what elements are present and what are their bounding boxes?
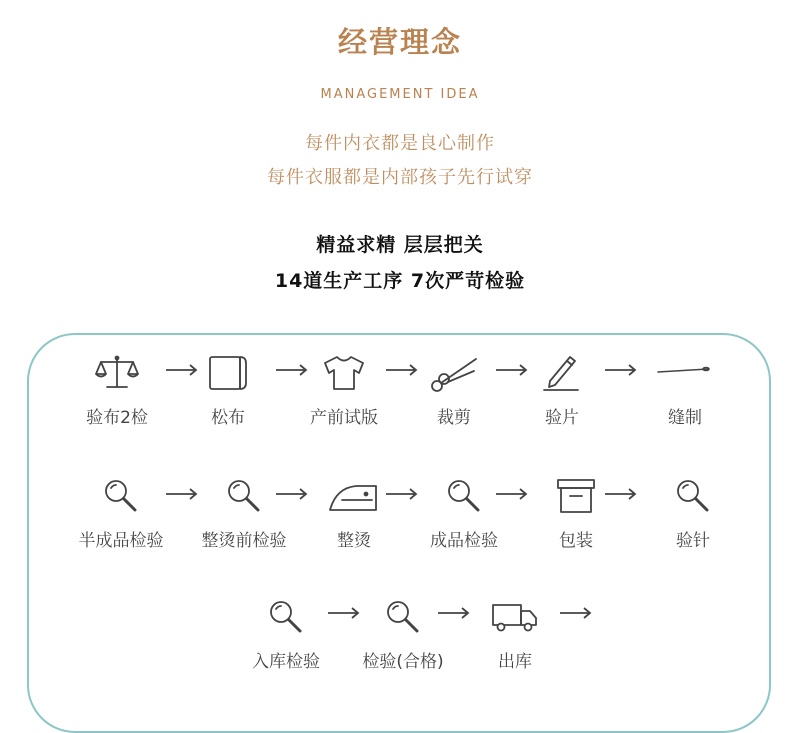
arrow-right-icon — [603, 363, 639, 377]
step-label: 检验(合格) — [362, 652, 444, 672]
step-label: 整烫 — [337, 531, 371, 551]
arrow-right-icon — [436, 606, 472, 620]
needle-icon — [656, 353, 714, 393]
arrow-right-icon — [164, 487, 200, 501]
arrow-right-icon — [384, 363, 420, 377]
fabric-roll-icon — [204, 353, 252, 393]
arrow-right-icon — [274, 487, 310, 501]
slogan-line-2: 每件衣服都是内部孩子先行试穿 — [267, 167, 533, 188]
arrow-right-icon — [558, 606, 594, 620]
arrow-right-icon — [274, 363, 310, 377]
step-label: 验针 — [676, 531, 710, 551]
magnifier-icon — [444, 476, 484, 516]
arrow-right-icon — [326, 606, 362, 620]
headline-line-2: 14道生产工序 7次严苛检验 — [274, 270, 526, 292]
arrow-right-icon — [603, 487, 639, 501]
page-title: 经营理念 — [337, 25, 462, 59]
box-icon — [554, 476, 598, 516]
step-label: 整烫前检验 — [201, 531, 287, 551]
slogan-line-1: 每件内衣都是良心制作 — [305, 133, 495, 154]
page-subtitle: MANAGEMENT IDEA — [320, 87, 480, 102]
step-label: 松布 — [211, 408, 245, 428]
step-label: 裁剪 — [437, 408, 471, 428]
step-label: 半成品检验 — [78, 531, 164, 551]
step-label: 产前试版 — [310, 408, 378, 428]
pencil-icon — [538, 353, 586, 393]
step-label: 出库 — [498, 652, 532, 672]
magnifier-icon — [101, 476, 141, 516]
arrow-right-icon — [384, 487, 420, 501]
arrow-right-icon — [164, 363, 200, 377]
magnifier-icon — [383, 597, 423, 637]
step-label: 缝制 — [668, 408, 702, 428]
headline-line-1: 精益求精 层层把关 — [316, 234, 484, 256]
magnifier-icon — [224, 476, 264, 516]
magnifier-icon — [266, 597, 306, 637]
arrow-right-icon — [494, 487, 530, 501]
step-label: 验片 — [545, 408, 579, 428]
step-label: 入库检验 — [252, 652, 320, 672]
step-label: 成品检验 — [430, 531, 498, 551]
scissors-icon — [428, 353, 480, 393]
step-label: 包装 — [559, 531, 593, 551]
truck-icon — [490, 597, 540, 637]
magnifier-icon — [673, 476, 713, 516]
scale-icon — [93, 353, 141, 393]
iron-icon — [326, 476, 382, 516]
arrow-right-icon — [494, 363, 530, 377]
shirt-icon — [320, 353, 368, 393]
step-label: 验布2检 — [86, 408, 148, 428]
